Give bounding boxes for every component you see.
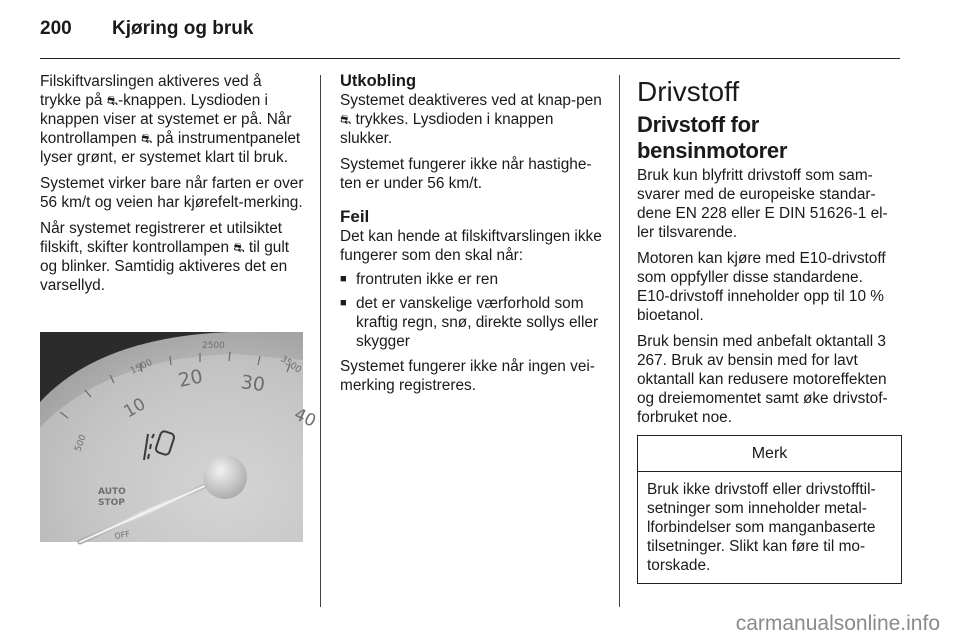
heading-bensin: Drivstoff for bensinmotorer — [637, 112, 788, 163]
paragraph-no-marking: Systemet fungerer ikke når ingen vei-merking registreres. — [340, 358, 595, 394]
heading-feil: Feil — [340, 207, 370, 226]
rpm-number-3500: 3500 — [278, 354, 303, 376]
paragraph-speed-limit: Systemet fungerer ikke når hastighe-ten er under 56 km/t. — [340, 156, 592, 192]
column-divider-2 — [619, 75, 620, 607]
fault-list — [340, 270, 605, 351]
paragraph-deactivation: Systemet deaktiveres ved at knap-pen ⛐ trykkes. Lysdioden i knappen slukker. — [340, 92, 602, 147]
paragraph-fuel-standard: Bruk kun blyfritt drivstoff som sam-svarer med de europeiske standar-dene EN 228 eller E DIN 51626-1 el-ler tilsvarende. — [637, 167, 888, 241]
heading-utkobling: Utkobling — [340, 72, 417, 90]
lane-departure-icon: ⛐ — [340, 112, 352, 127]
rpm-number-1500: 1500 — [129, 357, 155, 377]
note-box — [637, 435, 902, 584]
header-rule — [40, 58, 900, 59]
instrument-cluster-photo — [40, 332, 319, 542]
note-title: Merk — [638, 436, 901, 472]
paragraph-speed: Systemet virker bare når farten er over 56 km/t og veien har kjørefelt-merking. — [40, 175, 304, 211]
auto-stop-label-2: STOP — [98, 498, 125, 508]
paragraph-e10: Motoren kan kjøre med E10-drivstoff som oppfyller disse standardene. — [637, 250, 886, 286]
needle-hub — [203, 455, 247, 499]
column-divider-1 — [320, 75, 321, 607]
paragraph-activation: Filskiftvarslingen aktiveres ved å trykke på ⛐-knappen. Lysdioden i knappen viser at systemet er på. Når kontrollampen ⛐ på instrumentpanelet lyser grønt, er systemet klart til bruk. — [40, 73, 301, 166]
heading-drivstoff: Drivstoff — [637, 76, 740, 107]
paragraph-octane: Bruk bensin med anbefalt oktantall 3 267. Bruk av bensin med for lavt oktantall kan redusere motoreffekten og dreiemomentet samt øke drivstof-forbruket noe. — [637, 333, 888, 426]
column-1 — [40, 72, 305, 302]
watermark: carmanualsonline.info — [735, 612, 940, 635]
off-label: OFF — [113, 529, 131, 541]
speed-number-10: 10 — [120, 394, 150, 423]
speed-number-40: 40 — [290, 404, 319, 432]
column-2 — [340, 72, 605, 402]
paragraph-warning: Når systemet registrerer et utilsiktet filskift, skifter kontrollampen ⛐ til gult og blinker. Samtidig aktiveres det en varsellyd. — [40, 220, 290, 294]
speed-number-20: 20 — [176, 365, 205, 392]
paragraph-bioethanol: E10-drivstoff inneholder opp til 10 % bioetanol. — [637, 288, 884, 324]
list-item: ■ det er vanskelige værforhold som kraftig regn, snø, direkte sollys eller skygger — [340, 294, 605, 351]
speed-number-30: 30 — [239, 371, 267, 397]
page-reference-icon: 3 — [877, 333, 886, 350]
list-item: ■ frontruten ikke er ren — [340, 270, 605, 289]
page-number: 200 — [40, 18, 72, 39]
paragraph-fault: Det kan hende at filskiftvarslingen ikke fungerer som den skal når: — [340, 228, 602, 264]
auto-stop-label-1: AUTO — [98, 487, 126, 497]
page-header — [40, 18, 253, 40]
note-body: Bruk ikke drivstoff eller drivstofftil-setninger som inneholder metal-lforbindelser som manganbaserte tilsetninger. Slikt kan føre til mo-torskade. — [647, 481, 876, 574]
rpm-number-500: 500 — [73, 433, 89, 454]
lane-departure-icon: ⛐ — [233, 240, 245, 255]
column-3 — [637, 72, 902, 584]
rpm-number-2500: 2500 — [202, 341, 225, 351]
chapter-title: Kjøring og bruk — [112, 18, 254, 39]
lane-departure-icon: ⛐ — [106, 93, 118, 108]
lane-departure-icon: ⛐ — [140, 131, 153, 146]
